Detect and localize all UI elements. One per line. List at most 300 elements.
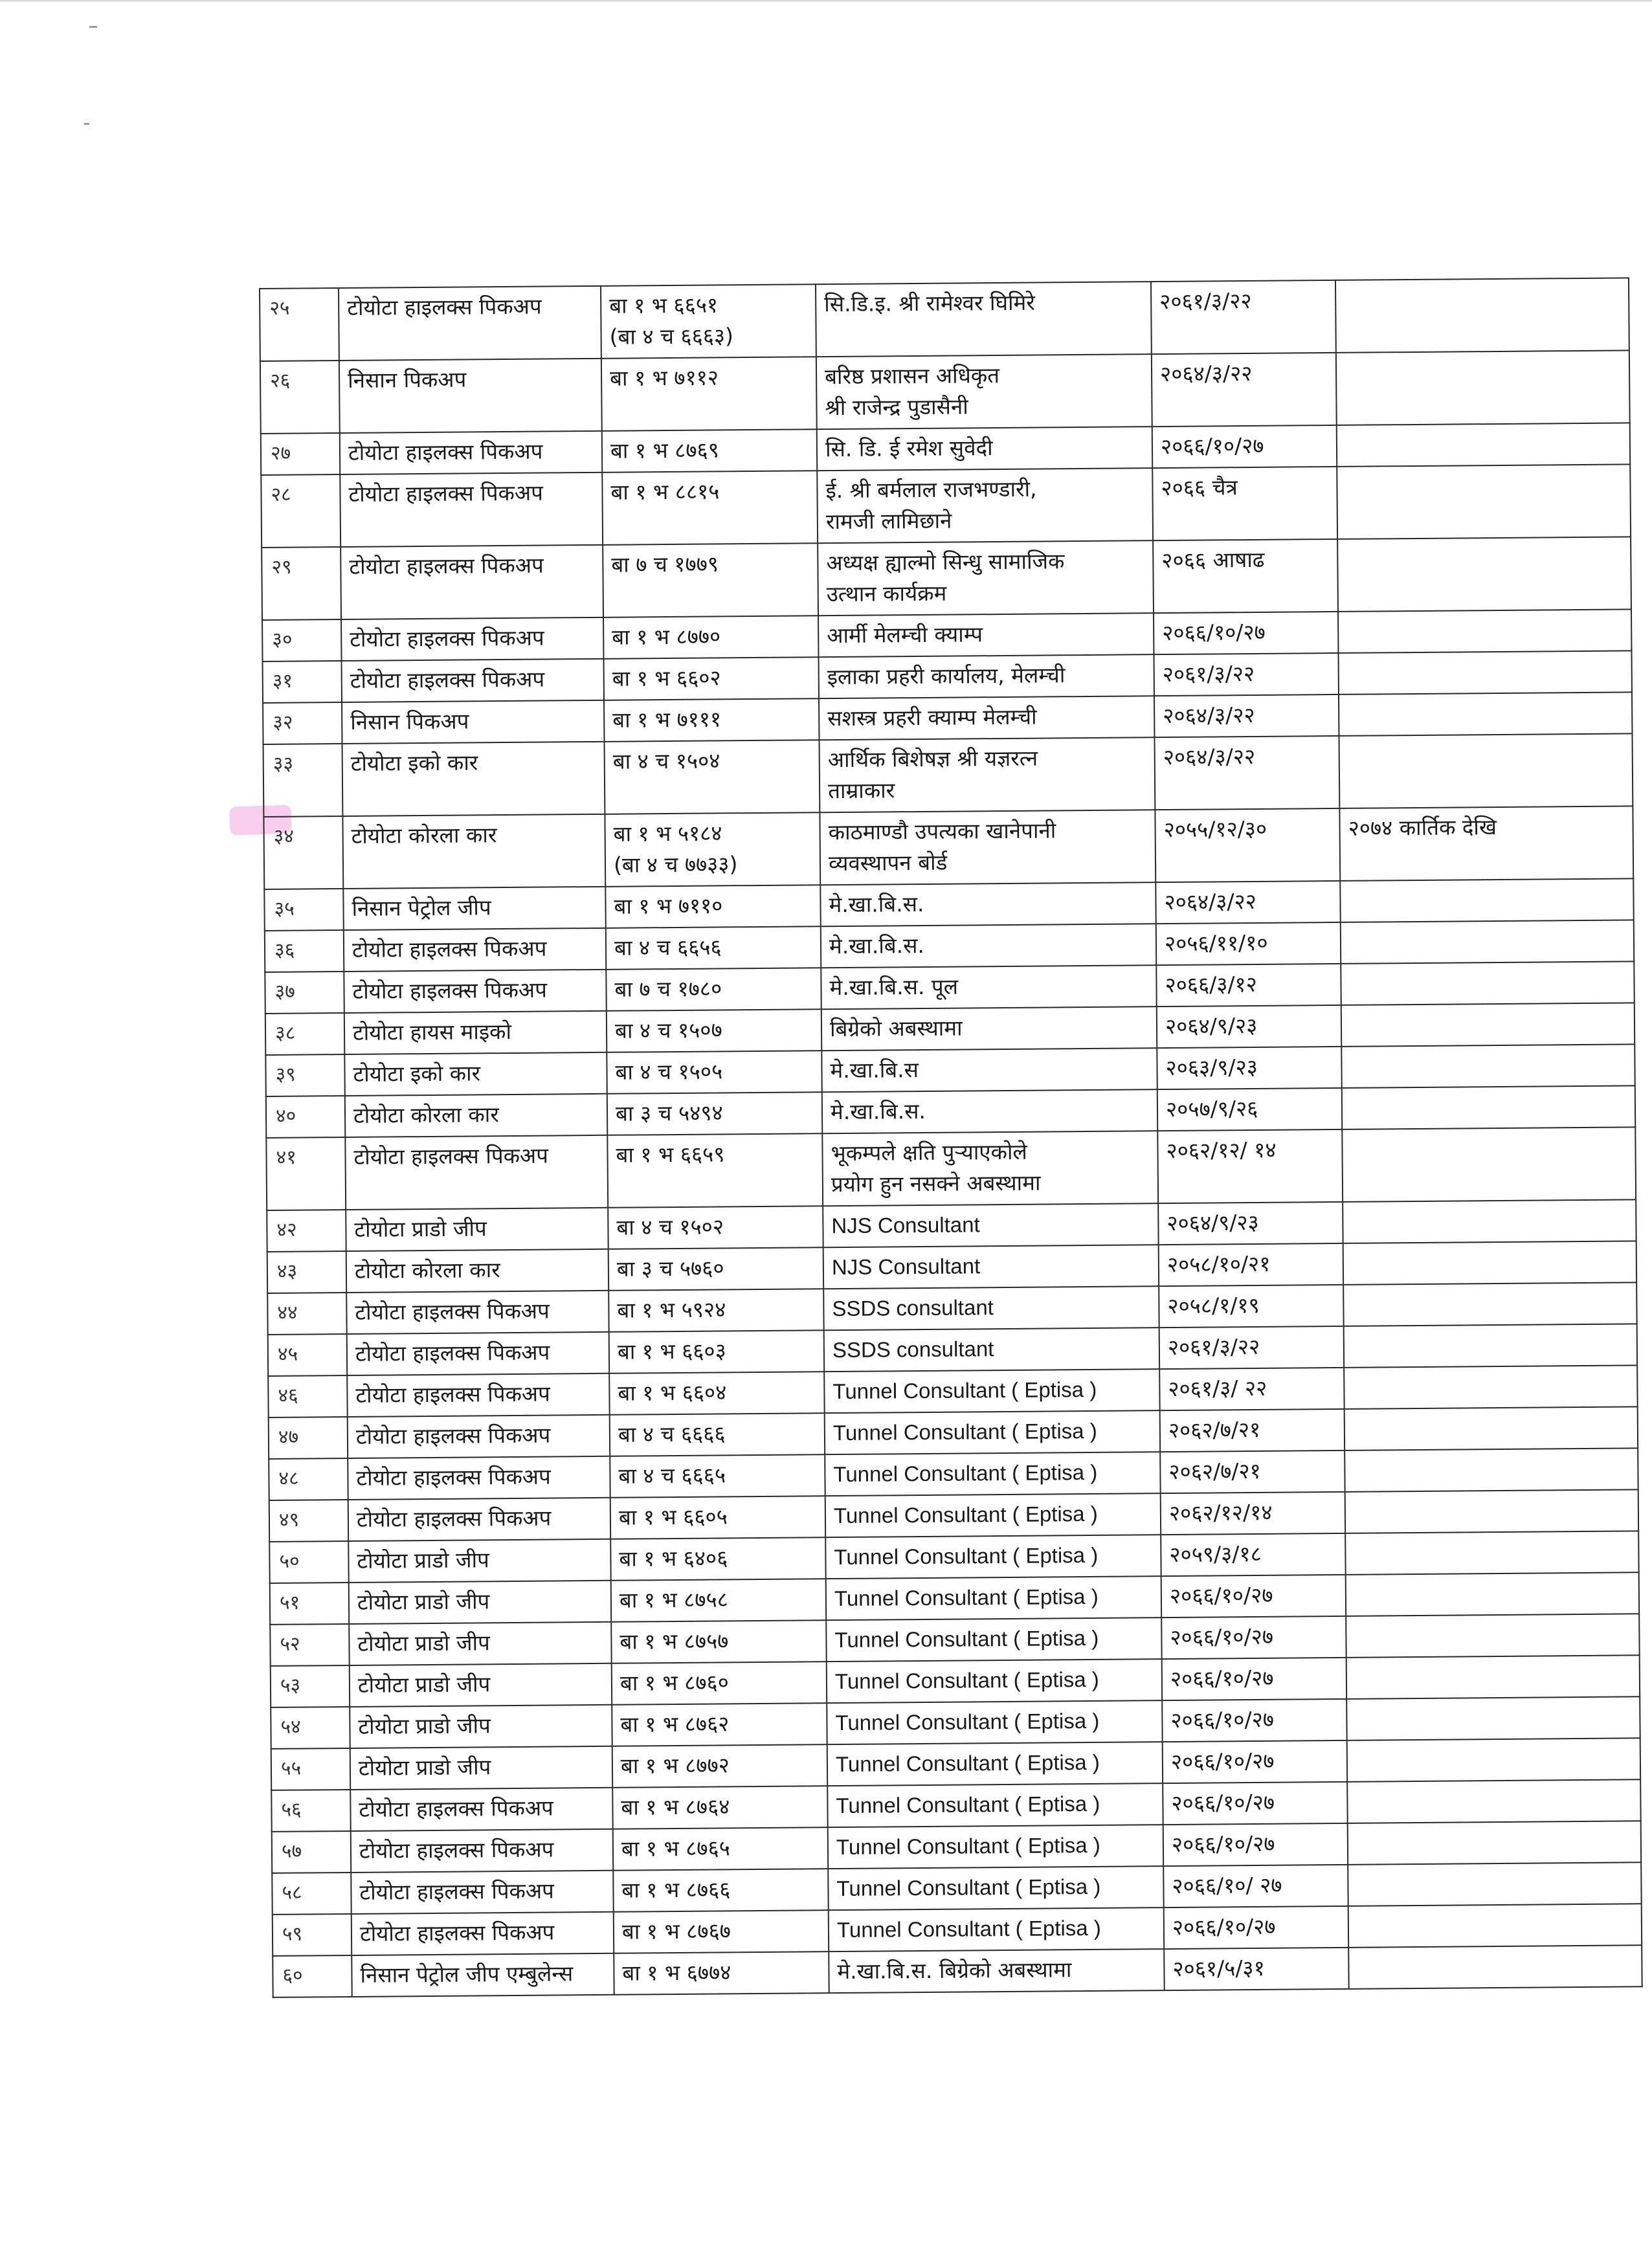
serial-number-cell-text: ३६ — [274, 939, 295, 962]
vehicle-type-cell — [342, 700, 604, 744]
remarks-cell — [1341, 961, 1634, 1005]
date-cell-text: २०६६/१०/२७ — [1170, 1706, 1275, 1733]
serial-number-cell — [262, 619, 341, 662]
assigned-to-cell — [826, 1618, 1161, 1662]
registration-number-cell-text: बा १ भ ७११२ — [609, 364, 719, 391]
assigned-to-cell-text: Tunnel Consultant ( Eptisa ) — [833, 1501, 1098, 1528]
table-row — [266, 1127, 1636, 1210]
assigned-to-cell — [824, 1328, 1159, 1372]
date-cell-text: २०६२/७/२१ — [1168, 1458, 1261, 1485]
vehicle-type-cell — [344, 1052, 607, 1096]
registration-number-cell — [607, 1133, 823, 1208]
vehicle-type-cell — [352, 1912, 614, 1955]
date-cell-text: २०६४/९/२३ — [1166, 1209, 1259, 1236]
vehicle-type-cell-text: टोयोटा इको कार — [353, 1060, 481, 1087]
registration-number-cell — [607, 1092, 822, 1135]
assigned-to-cell-text: Tunnel Consultant ( Eptisa ) — [836, 1915, 1101, 1942]
serial-number-cell-text: ४४ — [277, 1301, 298, 1324]
remarks-cell — [1337, 464, 1631, 539]
date-cell-text: २०५६/११/१० — [1164, 929, 1268, 957]
vehicle-type-cell — [340, 431, 602, 474]
serial-number-cell-text: ६० — [282, 1964, 303, 1987]
serial-number-cell — [268, 1334, 347, 1376]
serial-number-cell-text: ४८ — [278, 1467, 299, 1490]
remarks-cell — [1337, 537, 1631, 612]
assigned-to-cell — [820, 810, 1155, 885]
assigned-to-cell — [820, 882, 1155, 926]
vehicle-type-cell — [346, 1249, 608, 1293]
vehicle-type-cell — [339, 359, 602, 433]
assigned-to-cell — [817, 468, 1153, 543]
assigned-to-cell-text: सशस्त्र प्रहरी क्याम्प मेलम्ची — [827, 704, 1037, 731]
serial-number-cell-text: ४९ — [278, 1508, 300, 1531]
date-cell — [1161, 1616, 1346, 1659]
table-body — [260, 278, 1642, 1997]
assigned-to-cell — [827, 1742, 1163, 1786]
vehicle-type-cell — [343, 887, 605, 930]
vehicle-type-cell — [349, 1581, 611, 1624]
date-cell-text: २०६२/१२/१४ — [1168, 1499, 1273, 1526]
registration-number-cell — [610, 1496, 825, 1539]
vehicle-type-cell — [345, 1094, 607, 1137]
assigned-to-cell — [816, 354, 1152, 429]
registration-number-cell — [606, 926, 821, 970]
remarks-cell — [1339, 692, 1632, 736]
serial-number-cell — [267, 1293, 346, 1335]
assigned-to-cell — [823, 1286, 1159, 1330]
assigned-to-cell — [821, 924, 1156, 968]
date-cell — [1163, 1823, 1348, 1866]
serial-number-cell-text: ५३ — [280, 1674, 301, 1697]
assigned-to-cell-text: मे.खा.बि.स. — [829, 891, 924, 918]
date-cell-text: २०६६/१०/२७ — [1160, 432, 1264, 460]
registration-number-cell-text: बा ४ च ६६५६ — [614, 934, 722, 961]
registration-number-cell-text: बा १ भ ८७७० — [612, 623, 721, 650]
serial-number-cell — [265, 972, 344, 1014]
vehicle-type-cell — [344, 928, 606, 972]
vehicle-type-cell — [345, 1135, 608, 1210]
serial-number-cell-text: ४६ — [278, 1384, 298, 1407]
assigned-to-cell-text: श्री राजेन्द्र पुडासैनी — [825, 394, 968, 421]
serial-number-cell — [263, 744, 343, 817]
vehicle-type-cell-text: टोयोटा हाइलक्स पिकअप — [347, 293, 542, 320]
serial-number-cell-text: ४७ — [278, 1425, 299, 1449]
vehicle-type-cell-text: टोयोटा हाइलक्स पिकअप — [350, 625, 544, 652]
registration-number-cell-text: बा १ भ ६६५१ — [609, 292, 719, 318]
vehicle-type-cell-text: टोयोटा हाइलक्स पिकअप — [353, 1142, 549, 1170]
assigned-to-cell — [828, 1866, 1163, 1910]
date-cell-text: २०६६/१०/२७ — [1172, 1913, 1276, 1940]
date-cell — [1157, 1047, 1341, 1089]
date-cell-text: २०६४/३/२२ — [1163, 702, 1255, 729]
serial-number-cell — [262, 547, 341, 620]
assigned-to-cell-text: सि. डि. ई रमेश सुवेदी — [825, 435, 993, 462]
registration-number-cell — [607, 1051, 821, 1094]
registration-number-cell — [610, 1537, 825, 1581]
assigned-to-cell-text: SSDS consultant — [832, 1295, 994, 1321]
registration-number-cell-text: बा ४ च १५०४ — [612, 748, 720, 774]
vehicle-type-cell — [351, 1829, 613, 1873]
assigned-to-cell — [818, 540, 1154, 616]
vehicle-type-cell-text: निसान पेट्रोल जीप एम्बुलेन्स — [360, 1961, 574, 1988]
vehicle-type-cell-text: टोयोटा हाइलक्स पिकअप — [359, 1878, 554, 1905]
assigned-to-cell — [820, 737, 1155, 812]
serial-number-cell — [273, 1955, 352, 1997]
date-cell — [1153, 539, 1338, 613]
registration-number-cell-text: बा ४ च १५०५ — [615, 1058, 723, 1085]
date-cell-text: २०६२/७/२१ — [1168, 1416, 1261, 1443]
vehicle-type-cell — [350, 1788, 612, 1831]
vehicle-type-cell-text: टोयोटा कोरला कार — [354, 1257, 500, 1284]
serial-number-cell-text: ५७ — [281, 1840, 302, 1863]
vehicle-type-cell-text: टोयोटा हाइलक्स पिकअप — [355, 1381, 550, 1408]
vehicle-type-cell-text: निसान पिकअप — [350, 708, 469, 735]
date-cell — [1161, 1575, 1346, 1618]
remarks-cell — [1346, 1696, 1640, 1740]
registration-number-cell — [601, 357, 817, 431]
date-cell — [1159, 1368, 1344, 1410]
registration-number-cell — [612, 1703, 827, 1746]
assigned-to-cell — [818, 613, 1154, 657]
table-row — [260, 278, 1629, 361]
serial-number-cell-text: ५६ — [281, 1798, 302, 1821]
vehicle-type-cell-text: टोयोटा प्राडो जीप — [354, 1216, 487, 1242]
registration-number-cell-text: बा १ भ ६६०२ — [612, 665, 721, 691]
assigned-to-cell-text: काठमाण्डौ उपत्यका खानेपानी — [828, 817, 1056, 845]
remarks-cell — [1345, 1406, 1638, 1451]
date-cell — [1157, 1129, 1343, 1203]
assigned-to-cell — [819, 654, 1154, 698]
vehicle-type-cell-text: टोयोटा हाइलक्स पिकअप — [349, 552, 544, 579]
assigned-to-cell — [822, 1131, 1158, 1206]
table-row — [261, 464, 1631, 548]
date-cell-text: २०५९/३/१८ — [1169, 1540, 1262, 1568]
assigned-to-cell-text: बरिष्ठ प्रशासन अधिकृत — [824, 362, 1000, 390]
assigned-to-cell — [828, 1825, 1163, 1869]
serial-number-cell-text: ३१ — [272, 669, 293, 693]
vehicle-type-cell — [350, 1663, 612, 1707]
remarks-cell — [1345, 1448, 1638, 1492]
assigned-to-cell — [826, 1576, 1161, 1620]
registration-number-cell-text: बा १ भ ६६०४ — [618, 1379, 727, 1406]
assigned-to-cell-text: उत्थान कार्यक्रम — [826, 580, 947, 607]
serial-number-cell — [261, 474, 340, 548]
registration-number-cell-text: बा ४ च १५०२ — [616, 1214, 724, 1240]
date-cell — [1159, 1285, 1343, 1328]
assigned-to-cell-text: Tunnel Consultant ( Eptisa ) — [834, 1584, 1099, 1611]
assigned-to-cell — [817, 427, 1152, 471]
registration-number-cell — [609, 1330, 824, 1373]
registration-number-cell-text: बा १ भ ८७६६ — [621, 1876, 731, 1903]
date-cell — [1159, 1243, 1343, 1286]
serial-number-cell — [266, 1137, 346, 1210]
vehicle-type-cell-text: टोयोटा हाइलक्स पिकअप — [348, 438, 543, 465]
date-cell — [1155, 881, 1340, 924]
date-cell — [1160, 1451, 1345, 1493]
date-cell-text: २०६६/१०/२७ — [1169, 1582, 1273, 1609]
assigned-to-cell-text: सि.डि.इ. श्री रामेश्वर घिमिरे — [824, 289, 1035, 317]
vehicle-type-cell — [348, 1539, 610, 1583]
registration-number-cell-text: बा १ भ ८७५७ — [620, 1628, 729, 1654]
date-cell — [1159, 1326, 1344, 1369]
registration-number-cell-text: बा १ भ ५९२४ — [617, 1296, 726, 1323]
vehicle-type-cell — [350, 1746, 612, 1790]
vehicle-type-cell — [344, 1011, 607, 1054]
vehicle-type-cell-text: टोयोटा प्राडो जीप — [358, 1754, 491, 1781]
assigned-to-cell-text: Tunnel Consultant ( Eptisa ) — [832, 1377, 1097, 1404]
vehicle-type-cell-text: टोयोटा हाइलक्स पिकअप — [352, 977, 548, 1004]
serial-number-cell-text: २७ — [270, 441, 291, 465]
date-cell — [1152, 467, 1337, 540]
remarks-cell — [1337, 423, 1630, 467]
serial-number-cell-text: ४५ — [277, 1342, 298, 1366]
remarks-cell — [1342, 1085, 1635, 1129]
vehicle-type-cell — [344, 970, 606, 1013]
registration-number-cell — [612, 1662, 827, 1705]
date-cell-text: २०६२/१२/ १४ — [1166, 1137, 1277, 1164]
date-cell-text: २०५८/१/१९ — [1167, 1292, 1260, 1319]
assigned-to-cell-text: ई. श्री बर्मलाल राजभण्डारी, — [825, 476, 1037, 504]
assigned-to-cell — [821, 1048, 1157, 1092]
remarks-cell — [1341, 920, 1634, 964]
registration-number-cell-text: बा १ भ ८७६९ — [610, 437, 719, 463]
vehicle-type-cell — [349, 1622, 611, 1665]
date-cell — [1164, 1906, 1348, 1949]
date-cell — [1156, 964, 1341, 1006]
registration-number-cell-text: बा ३ च ५४९४ — [615, 1100, 723, 1126]
serial-number-cell — [271, 1790, 350, 1832]
table-row — [262, 537, 1631, 620]
serial-number-cell-text: २९ — [271, 555, 292, 579]
date-cell-text: २०६४/३/२२ — [1159, 360, 1253, 387]
date-cell — [1158, 1202, 1343, 1245]
date-cell — [1162, 1658, 1346, 1700]
vehicle-type-cell-text: टोयोटा हाइलक्स पिकअप — [359, 1836, 554, 1863]
assigned-to-cell-text: Tunnel Consultant ( Eptisa ) — [834, 1625, 1099, 1652]
registration-number-cell-text: बा १ भ ८७६७ — [621, 1918, 731, 1944]
vehicle-type-cell-text: टोयोटा प्राडो जीप — [357, 1547, 489, 1573]
remarks-cell — [1341, 1003, 1635, 1047]
remarks-cell — [1339, 806, 1633, 881]
date-cell-text: २०६३/९/२३ — [1165, 1054, 1258, 1081]
date-cell — [1161, 1533, 1345, 1576]
registration-number-cell-text: (बा ४ च ७७३३) — [613, 851, 738, 878]
remarks-cell — [1339, 733, 1633, 808]
serial-number-cell-text: ३७ — [274, 980, 295, 1003]
serial-number-cell-text: ४२ — [276, 1218, 297, 1241]
serial-number-cell — [267, 1251, 346, 1293]
date-cell-text: २०६६ आषाढ — [1161, 546, 1265, 573]
vehicle-type-cell-text: टोयोटा हाइलक्स पिकअप — [356, 1505, 552, 1532]
registration-number-cell — [606, 968, 821, 1011]
date-cell-text: २०६१/३/२२ — [1159, 287, 1252, 315]
assigned-to-cell-text: व्यवस्थापन बोर्ड — [828, 849, 948, 876]
vehicle-type-cell-text: टोयोटा इको कार — [350, 750, 478, 776]
registration-number-cell — [612, 1786, 827, 1829]
assigned-to-cell-text: मे.खा.बि.स. — [829, 932, 925, 959]
remarks-cell — [1336, 350, 1630, 425]
table-row — [263, 806, 1633, 889]
serial-number-cell — [271, 1665, 350, 1707]
date-cell — [1163, 1865, 1348, 1907]
serial-number-cell — [261, 433, 340, 475]
registration-number-cell — [614, 1951, 829, 1995]
vehicle-type-cell — [339, 286, 601, 361]
registration-number-cell — [603, 616, 818, 659]
serial-number-cell — [265, 1013, 344, 1055]
serial-number-cell — [260, 361, 340, 434]
registration-number-cell — [601, 284, 816, 359]
remarks-cell — [1348, 1821, 1641, 1865]
assigned-to-cell-text: प्रयोग हुन नसक्ने अबस्थामा — [831, 1170, 1041, 1197]
vehicle-type-cell — [342, 742, 605, 816]
remarks-cell — [1346, 1655, 1640, 1699]
vehicle-type-cell — [340, 545, 603, 619]
registration-number-cell-text: बा १ भ ८७६० — [620, 1669, 729, 1696]
serial-number-cell-text: ४० — [275, 1104, 296, 1128]
registration-number-cell — [603, 543, 818, 617]
date-cell-text: २०६६/१०/२७ — [1162, 619, 1266, 646]
date-cell-text: २०६१/३/२२ — [1162, 660, 1255, 687]
vehicle-type-cell-text: टोयोटा हाइलक्स पिकअप — [355, 1422, 551, 1449]
remarks-cell — [1340, 878, 1633, 922]
table-row — [263, 733, 1633, 817]
vehicle-type-cell — [352, 1953, 614, 1997]
serial-number-cell-text: ५२ — [280, 1632, 300, 1656]
registration-number-cell-text: बा १ भ ८७७२ — [620, 1752, 730, 1779]
serial-number-cell — [272, 1831, 351, 1873]
assigned-to-cell-text: आर्थिक बिशेषज्ञ श्री यज्ञरत्न — [827, 745, 1038, 773]
remarks-cell — [1342, 1127, 1636, 1202]
registration-number-cell-text: बा ३ च ५७६० — [616, 1255, 724, 1282]
date-cell-text: २०५५/१२/३० — [1163, 816, 1267, 843]
serial-number-cell — [269, 1541, 348, 1583]
serial-number-cell-text: ५९ — [282, 1922, 303, 1946]
remarks-cell — [1343, 1241, 1636, 1285]
date-cell — [1154, 736, 1339, 810]
serial-number-cell — [267, 1210, 346, 1252]
registration-number-cell — [611, 1620, 826, 1663]
assigned-to-cell-text: भूकम्पले क्षति पुऱ्याएकोले — [831, 1139, 1027, 1166]
vehicle-type-cell-text: टोयोटा प्राडो जीप — [358, 1713, 491, 1739]
registration-number-cell-text: बा ४ च ६६६६ — [618, 1421, 726, 1447]
serial-number-cell-text: ३९ — [275, 1063, 296, 1086]
serial-number-cell — [273, 1914, 352, 1956]
vehicle-type-cell-text: टोयोटा हाइलक्स पिकअप — [352, 935, 547, 962]
registration-number-cell-text: बा १ भ ८७५८ — [619, 1586, 728, 1613]
vehicle-type-cell — [346, 1208, 608, 1251]
assigned-to-cell-text: मे.खा.बि.स. बिग्रेको अबस्थामा — [837, 1957, 1072, 1984]
date-cell — [1163, 1782, 1347, 1825]
registration-number-cell-text: बा १ भ ६७७४ — [622, 1959, 731, 1986]
assigned-to-cell — [821, 965, 1156, 1009]
assigned-to-cell-text: Tunnel Consultant ( Eptisa ) — [834, 1667, 1099, 1694]
date-cell-text: २०६४/३/२२ — [1163, 743, 1256, 770]
remarks-cell — [1341, 1044, 1635, 1088]
remarks-cell — [1344, 1324, 1637, 1368]
vehicle-type-cell — [348, 1498, 610, 1541]
date-cell-text: २०६६ चैत्र — [1161, 474, 1238, 501]
vehicle-type-cell-text: टोयोटा कोरला कार — [353, 1102, 499, 1128]
assigned-to-cell-text: बिग्रेको अबस्थामा — [829, 1015, 963, 1042]
serial-number-cell — [271, 1707, 350, 1749]
vehicle-type-cell — [342, 814, 605, 889]
date-cell-text: २०६६/१०/२७ — [1170, 1665, 1274, 1692]
assigned-to-cell — [822, 1089, 1157, 1133]
vehicle-type-cell-text: टोयोटा हाइलक्स पिकअप — [355, 1298, 550, 1325]
assigned-to-cell — [827, 1700, 1162, 1744]
registration-number-cell-text: बा ७ च १७८० — [614, 975, 722, 1002]
assigned-to-cell-text: मे.खा.बि.स — [830, 1057, 919, 1084]
vehicle-type-cell-text: टोयोटा हायस माइको — [352, 1018, 512, 1045]
assigned-to-cell — [825, 1452, 1160, 1496]
vehicle-type-cell — [347, 1373, 609, 1417]
registration-number-cell — [613, 1827, 828, 1871]
date-cell — [1164, 1948, 1348, 1990]
vehicle-type-cell — [351, 1871, 613, 1914]
serial-number-cell — [265, 1054, 344, 1096]
serial-number-cell-text: ५५ — [280, 1757, 302, 1780]
serial-number-cell — [269, 1500, 348, 1542]
registration-number-cell-text: बा १ भ ८७६४ — [621, 1794, 730, 1820]
vehicle-type-cell-text: टोयोटा प्राडो जीप — [357, 1630, 490, 1656]
assigned-to-cell-text: मे.खा.बि.स. पूल — [829, 973, 959, 1001]
remarks-cell — [1343, 1199, 1636, 1243]
assigned-to-cell-text: Tunnel Consultant ( Eptisa ) — [832, 1418, 1097, 1445]
registration-number-cell-text: बा ७ च १७७९ — [611, 551, 719, 577]
date-cell-text: २०६६/१०/२७ — [1171, 1789, 1275, 1816]
serial-number-cell-text: ५० — [279, 1550, 300, 1573]
assigned-to-cell — [819, 696, 1154, 740]
registration-number-cell-text: बा १ भ ८७६५ — [621, 1835, 730, 1862]
vehicle-type-cell-text: टोयोटा हाइलक्स पिकअप — [359, 1919, 555, 1946]
assigned-to-cell — [827, 1659, 1162, 1703]
registration-number-cell-text: बा ४ च १५०७ — [614, 1017, 722, 1043]
vehicle-type-cell — [340, 472, 603, 547]
serial-number-cell-text: ३२ — [273, 711, 293, 734]
serial-number-cell-text: ५१ — [279, 1591, 300, 1614]
assigned-to-cell — [816, 282, 1152, 357]
assigned-to-cell — [825, 1493, 1161, 1537]
assigned-to-cell-text: रामजी लामिछाने — [825, 507, 952, 535]
registration-number-cell-text: बा १ भ ६६०३ — [617, 1338, 726, 1364]
assigned-to-cell — [823, 1203, 1158, 1247]
registration-number-cell — [608, 1247, 823, 1291]
registration-number-cell-text: बा १ भ ६६५९ — [616, 1141, 725, 1168]
assigned-to-cell — [825, 1535, 1161, 1579]
date-cell-text: २०५८/१०/२१ — [1166, 1251, 1271, 1278]
serial-number-cell — [270, 1624, 349, 1666]
vehicle-type-cell-text: टोयोटा हाइलक्स पिकअप — [348, 480, 544, 507]
assigned-to-cell-text: आर्मी मेलम्ची क्याम्प — [827, 621, 983, 649]
date-cell-text: २०६६/१०/ २७ — [1172, 1872, 1282, 1898]
serial-number-cell — [271, 1748, 350, 1790]
date-cell-text: २०६४/३/२२ — [1164, 888, 1257, 915]
date-cell — [1154, 612, 1338, 654]
vehicle-type-cell-text: टोयोटा हाइलक्स पिकअप — [355, 1339, 550, 1366]
vehicle-type-cell-text: टोयोटा हाइलक्स पिकअप — [350, 666, 545, 693]
registration-number-cell — [614, 1910, 829, 1953]
assigned-to-cell — [823, 1245, 1159, 1289]
registration-number-cell — [612, 1744, 827, 1788]
serial-number-cell-text: ५८ — [282, 1881, 302, 1904]
vehicle-type-cell-text: टोयोटा हाइलक्स पिकअप — [359, 1795, 553, 1822]
serial-number-cell — [263, 702, 342, 744]
registration-number-cell — [608, 1206, 823, 1249]
remarks-cell — [1343, 1282, 1636, 1326]
date-cell-text: २०६६/१०/२७ — [1170, 1748, 1275, 1775]
registration-number-cell — [613, 1869, 828, 1912]
